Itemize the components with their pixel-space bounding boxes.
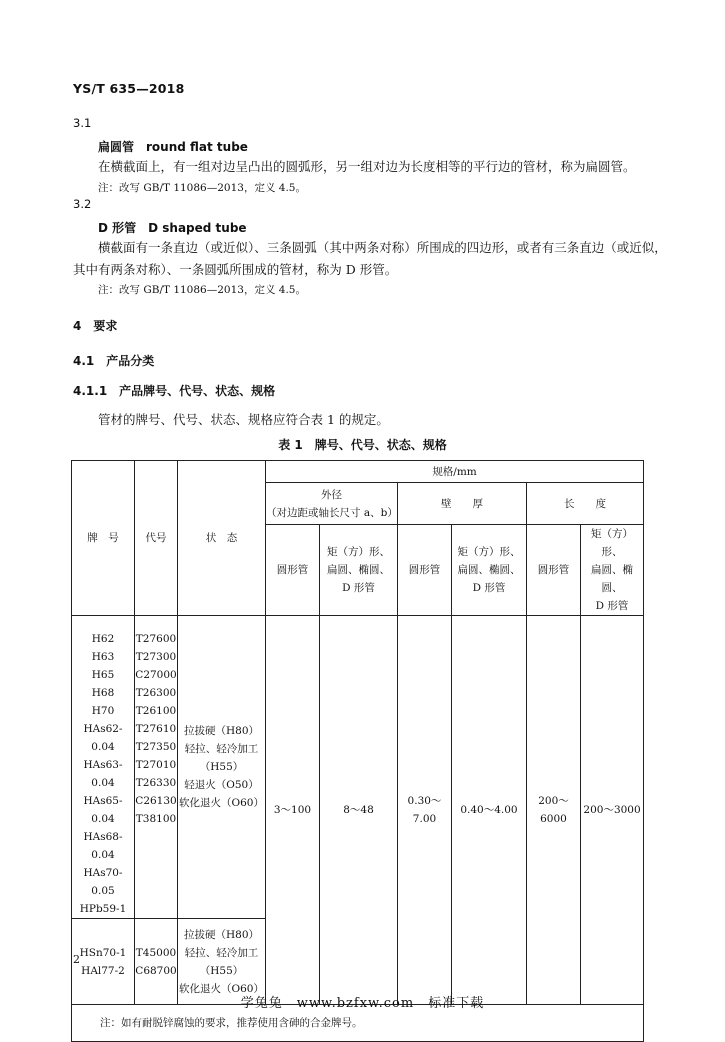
table-caption: 表 1 牌号、代号、状态、规格 xyxy=(278,438,447,452)
watermark-footer: 学兔兔 www.bzfxw.com 标准下载 xyxy=(240,996,485,1011)
spec-table xyxy=(71,460,644,1042)
clause-3-1-definition: 在横截面上，有一组对边呈凸出的圆弧形，另一组对边为长度相等的平行边的管材，称为扁圆管。 xyxy=(98,159,636,174)
clause-3-2-definition-line2: 其中有两条对称）、一条圆弧所围成的管材，称为 D 形管。 xyxy=(73,262,398,277)
clause-3-1-number: 3.1 xyxy=(73,116,92,130)
group2-codes: T45000 C68700 xyxy=(135,919,178,1005)
header-length: 长 度 xyxy=(527,483,644,525)
wall-shaped-range: 0.40～4.00 xyxy=(452,616,527,1005)
header-grade: 牌 号 xyxy=(72,461,135,616)
wall-round-range: 0.30～7.00 xyxy=(398,616,452,1005)
group2-tempers: 拉拔硬（H80） 轻拉、轻冷加工 （H55） 软化退火（O60） xyxy=(178,919,266,1005)
clause-3-1-note: 注：改写 GB/T 11086—2013，定义 4.5。 xyxy=(98,182,306,194)
table-note: 注：如有耐脱锌腐蚀的要求，推荐使用含砷的合金牌号。 xyxy=(72,1005,644,1042)
group1-grades: H62 H63 H65 H68 H70 HAs62-0.04 HAs63-0.04 HAs65-0.04 HAs68-0.04 HAs70-0.05 HPb59-1 xyxy=(72,616,135,919)
header-length-shaped: 矩（方）形、 扁圆、椭圆、 D 形管 xyxy=(581,525,644,616)
page-number: 2 xyxy=(73,953,80,966)
clause-3-2-number: 3.2 xyxy=(73,197,92,211)
header-od-round: 圆形管 xyxy=(266,525,320,616)
od-shaped-range: 8～48 xyxy=(320,616,398,1005)
group2-grades: HSn70-1 HAl77-2 xyxy=(72,919,135,1005)
header-od-shaped: 矩（方）形、 扁圆、椭圆、 D 形管 xyxy=(320,525,398,616)
clause-3-1-term: 扁圆管 round flat tube xyxy=(98,140,248,154)
header-code: 代号 xyxy=(135,461,178,616)
header-length-round: 圆形管 xyxy=(527,525,581,616)
group1-codes: T27600 T27300 C27000 T26300 T26100 T27610 T27350 T27010 T26330 C26130 T38100 xyxy=(135,616,178,919)
clause-3-2-term: D 形管 D shaped tube xyxy=(98,221,247,235)
header-wall-shaped: 矩（方）形、 扁圆、椭圆、 D 形管 xyxy=(452,525,527,616)
section-4-1-1-heading: 4.1.1 产品牌号、代号、状态、规格 xyxy=(73,384,276,398)
header-wall-thickness: 壁 厚 xyxy=(398,483,527,525)
group1-tempers: 拉拔硬（H80） 轻拉、轻冷加工 （H55） 轻退火（O50） 软化退火（O60） xyxy=(178,616,266,919)
header-temper: 状 态 xyxy=(178,461,266,616)
header-spec: 规格/mm xyxy=(266,461,644,483)
od-round-range: 3～100 xyxy=(266,616,320,1005)
clause-3-2-note: 注：改写 GB/T 11086—2013，定义 4.5。 xyxy=(98,284,306,296)
section-4-1-heading: 4.1 产品分类 xyxy=(73,354,155,368)
header-wall-round: 圆形管 xyxy=(398,525,452,616)
length-shaped-range: 200～3000 xyxy=(581,616,644,1005)
header-outer-diameter: 外径 （对边距或轴长尺寸 a、b） xyxy=(266,483,398,525)
standard-code: YS/T 635—2018 xyxy=(73,81,185,96)
clause-3-2-definition-line1: 横截面有一条直边（或近似）、三条圆弧（其中两条对称）所围成的四边形，或者有三条直边（或近似， xyxy=(98,240,667,255)
section-4-heading: 4 要求 xyxy=(73,319,118,333)
length-round-range: 200～6000 xyxy=(527,616,581,1005)
section-4-1-1-text: 管材的牌号、代号、状态、规格应符合表 1 的规定。 xyxy=(98,412,389,427)
